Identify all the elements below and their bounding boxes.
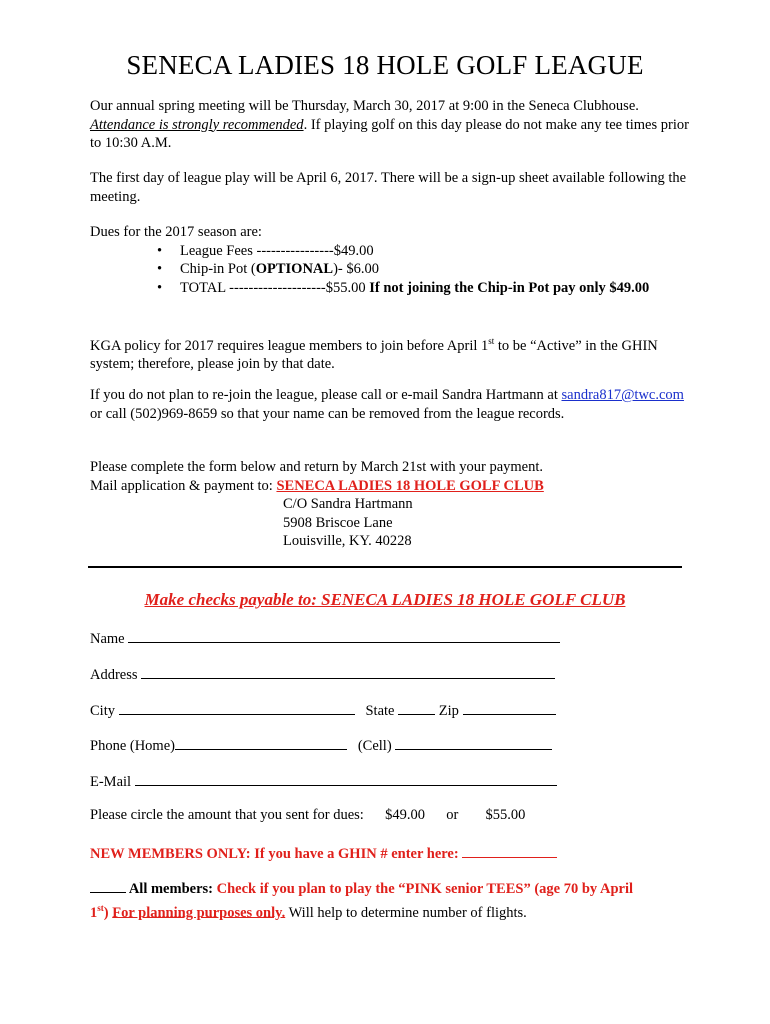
- chipin-amount: )- $6.00: [333, 261, 379, 277]
- total-amount: TOTAL --------------------$55.00: [180, 279, 370, 296]
- email-label: E-Mail: [90, 774, 132, 790]
- phone-home-field[interactable]: [175, 735, 347, 750]
- pink-tees-text: Check if you plan to play the “PINK senior TEES” (age 70 by April 1: [90, 881, 634, 921]
- rejoin-text-2: or call (502)969-8659 so that your name can be removed from the league records.: [90, 405, 565, 422]
- mail-label: Mail application & payment to:: [90, 477, 277, 494]
- divider: [88, 566, 682, 568]
- address-label: Address: [90, 667, 138, 683]
- name-label: Name: [90, 631, 125, 647]
- cell-label: (Cell): [357, 738, 392, 754]
- city-field[interactable]: [119, 700, 355, 715]
- kga-sup: st: [488, 336, 495, 346]
- ghin-field[interactable]: [462, 843, 557, 858]
- zip-label: Zip: [438, 703, 459, 719]
- complete-text: Please complete the form below and return by March 21st with your payment.: [90, 459, 544, 475]
- checks-payable-heading: Make checks payable to: SENECA LADIES 18 HOLE GOLF CLUB: [144, 590, 626, 609]
- state-field[interactable]: [398, 700, 435, 715]
- amount-49-option[interactable]: $49.00: [385, 807, 425, 823]
- name-field-row: [90, 628, 560, 648]
- kga-paragraph: [90, 332, 690, 374]
- chipin-optional: OPTIONAL: [255, 261, 334, 277]
- dues-chipin: [90, 260, 690, 279]
- dues-amount-row: [90, 806, 525, 824]
- kga-text: KGA policy for 2017 requires league members to join before April 1: [90, 337, 489, 354]
- cell-field[interactable]: [395, 735, 552, 750]
- email-row: [90, 771, 557, 791]
- circle-amount-label: Please circle the amount that you sent for dues:: [90, 807, 364, 823]
- planning-note: For planning purposes only.: [112, 904, 286, 921]
- kga-text-2: to be “Active” in the GHIN system; therefore, please join by that date.: [90, 337, 658, 373]
- first-day-paragraph: The first day of league play will be April 6, 2017. There will be a sign-up sheet available following the meeting.: [90, 170, 687, 205]
- email-link[interactable]: sandra817@twc.com: [561, 387, 684, 403]
- address-line-3: Louisville, KY. 40228: [283, 533, 412, 549]
- page-title: SENECA LADIES 18 HOLE GOLF LEAGUE: [126, 50, 644, 80]
- pink-close: ): [103, 904, 113, 921]
- dues-intro: Dues for the 2017 season are:: [90, 224, 262, 240]
- dues-section: [90, 223, 690, 297]
- attendance-note: Attendance is strongly recommended: [90, 116, 304, 133]
- dues-total: [90, 279, 690, 298]
- dues-list: [90, 242, 690, 298]
- name-field[interactable]: [128, 628, 560, 643]
- email-field[interactable]: [135, 771, 557, 786]
- total-note: If not joining the Chip-in Pot pay only $49.00: [369, 279, 650, 296]
- new-members-row: [90, 843, 557, 863]
- mail-line: [90, 477, 690, 496]
- mail-recipient: SENECA LADIES 18 HOLE GOLF CLUB: [276, 477, 544, 494]
- phone-row: [90, 735, 552, 755]
- complete-paragraph: [90, 458, 690, 495]
- zip-field[interactable]: [463, 700, 556, 715]
- rejoin-paragraph: [90, 386, 690, 423]
- pink-tees-paragraph: [90, 878, 650, 922]
- chipin-label: Chip-in Pot (: [180, 261, 256, 277]
- mailing-address: [283, 495, 413, 551]
- amount-55-option[interactable]: $55.00: [485, 807, 526, 823]
- address-field[interactable]: [141, 664, 555, 679]
- city-state-zip-row: [90, 700, 556, 720]
- rejoin-text: If you do not plan to re-join the league, please call or e-mail Sandra Hartmann at: [90, 387, 562, 403]
- address-field-row: [90, 664, 555, 684]
- phone-home-label: Phone (Home): [90, 738, 175, 754]
- city-label: City: [90, 703, 115, 719]
- flights-note: Will help to determine number of flights.: [285, 904, 527, 921]
- dues-league-fees: • League Fees ----------------$49.00: [90, 242, 690, 261]
- meeting-text-2: . If playing golf on this day please do not make any tee times prior to 10:30 A.M.: [90, 116, 689, 151]
- address-line-1: C/O Sandra Hartmann: [283, 496, 413, 512]
- or-text: or: [446, 807, 459, 823]
- meeting-paragraph: [90, 97, 690, 153]
- pink-tees-checkbox-line[interactable]: [90, 878, 126, 893]
- new-members-label: NEW MEMBERS ONLY: If you have a GHIN # enter here:: [90, 846, 463, 862]
- state-label: State: [365, 703, 395, 719]
- address-line-2: 5908 Briscoe Lane: [283, 514, 393, 531]
- all-members-label: All members:: [128, 881, 217, 897]
- meeting-text: Our annual spring meeting will be Thursday, March 30, 2017 at 9:00 in the Seneca Clubhouse.: [90, 98, 639, 114]
- pink-sup: st: [97, 902, 104, 913]
